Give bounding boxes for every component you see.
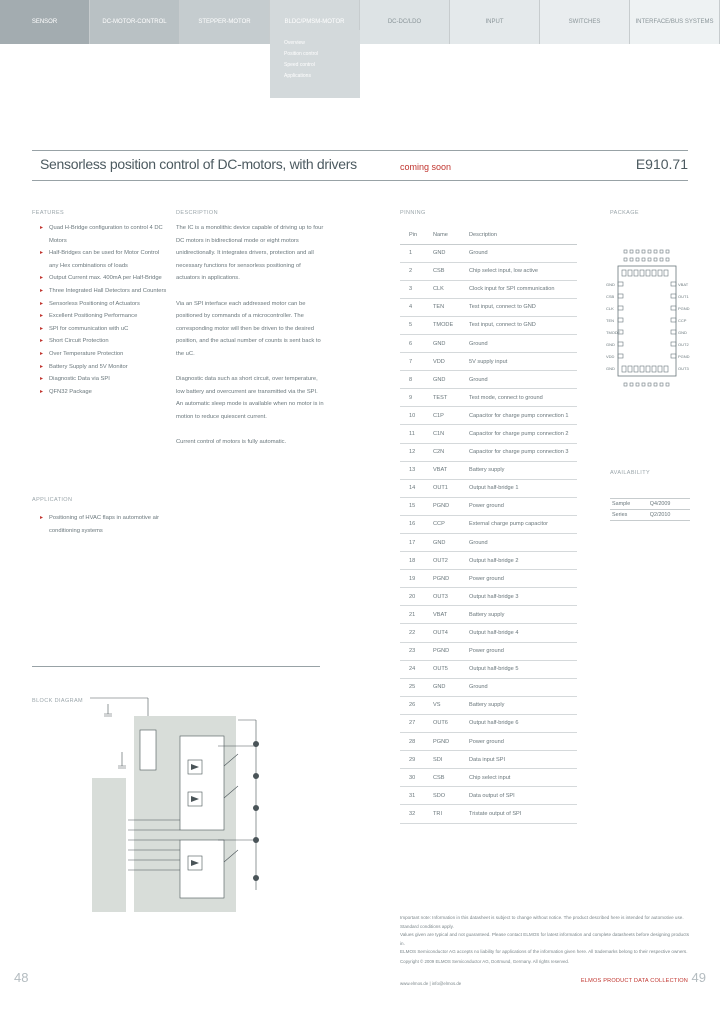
bullet-icon: ▸ xyxy=(40,338,44,345)
pin-description: Chip select input, low active xyxy=(460,262,577,280)
bullet-icon: ▸ xyxy=(40,275,44,282)
package-left-pin-label: GND xyxy=(606,282,615,287)
pin-name: SDI xyxy=(424,751,460,769)
package-left-pin-label: CSB xyxy=(606,294,615,299)
application-item xyxy=(40,512,170,537)
pin-description: 5V supply input xyxy=(460,353,577,371)
pin-number: 17 xyxy=(400,534,424,552)
block-diagram-heading: BLOCK DIAGRAM xyxy=(32,698,84,704)
table-row xyxy=(400,714,577,732)
pin-name: CSB xyxy=(424,262,460,280)
title-rule-top xyxy=(32,150,688,151)
table-row xyxy=(400,389,577,407)
pin-description: External charge pump capacitor xyxy=(460,515,577,533)
pin-number: 4 xyxy=(400,298,424,316)
application-list xyxy=(40,512,170,537)
pin-name: TMODE xyxy=(424,316,460,334)
package-left-pin-label: CLK xyxy=(606,306,614,311)
pin-number: 20 xyxy=(400,588,424,606)
top-navigation xyxy=(0,0,720,44)
table-row xyxy=(400,443,577,461)
table-row xyxy=(400,280,577,298)
pin-number: 13 xyxy=(400,461,424,479)
feature-item xyxy=(40,335,170,348)
availability-value: Q2/2010 xyxy=(648,510,690,521)
pin-number: 19 xyxy=(400,570,424,588)
feature-item xyxy=(40,386,170,399)
pin-description: Ground xyxy=(460,534,577,552)
bullet-icon: ▸ xyxy=(40,350,44,357)
package-left-pin-label: TMODE xyxy=(606,330,621,335)
table-row xyxy=(400,298,577,316)
pin-description: Power ground xyxy=(460,570,577,588)
table-row xyxy=(400,461,577,479)
pin-number: 15 xyxy=(400,497,424,515)
pin-number: 27 xyxy=(400,714,424,732)
pin-name: C1N xyxy=(424,425,460,443)
feature-item xyxy=(40,310,170,323)
pin-description: Test mode, connect to ground xyxy=(460,389,577,407)
table-row xyxy=(400,696,577,714)
pin-name: CLK xyxy=(424,280,460,298)
pin-number: 8 xyxy=(400,371,424,389)
page-number-right: 49 xyxy=(691,970,706,985)
bullet-icon: ▸ xyxy=(40,300,44,307)
table-row xyxy=(400,479,577,497)
block-diagram xyxy=(88,690,278,940)
subnav-item[interactable]: Overview xyxy=(284,40,305,46)
feature-item xyxy=(40,361,170,374)
feature-text: Over Temperature Protection xyxy=(49,350,124,357)
motor-icon xyxy=(253,805,259,811)
pin-name: GND xyxy=(424,334,460,352)
feature-text: Short Circuit Protection xyxy=(49,338,109,345)
feature-item xyxy=(40,285,170,298)
nav-tab-stepper-motor[interactable]: STEPPER-MOTOR xyxy=(180,0,270,44)
feature-item xyxy=(40,222,170,247)
pinning-heading: PINNING xyxy=(400,210,426,216)
pinning-table-body xyxy=(400,244,577,823)
package-right-pin-label: GND xyxy=(678,330,687,335)
pin-number: 6 xyxy=(400,334,424,352)
pin-name: GND xyxy=(424,244,460,262)
pin-number: 31 xyxy=(400,787,424,805)
pin-description: Capacitor for charge pump connection 1 xyxy=(460,407,577,425)
table-row xyxy=(400,407,577,425)
package-right-pins xyxy=(671,282,676,358)
pin-description: Output half-bridge 6 xyxy=(460,714,577,732)
table-row xyxy=(400,334,577,352)
pin-description: Output half-bridge 2 xyxy=(460,552,577,570)
nav-tab-dcdc[interactable]: DC-DC/LDO xyxy=(360,0,450,44)
pin-name: TRI xyxy=(424,805,460,823)
legal-note: ELMOS Semiconductor AG accepts no liability for applications of the information given here. All trademarks belong to their respective owners. xyxy=(400,949,688,954)
table-row xyxy=(400,552,577,570)
pin-name: OUT2 xyxy=(424,552,460,570)
feature-text: Quad H-Bridge configuration to control 4 DC Motors xyxy=(49,225,163,244)
bullet-icon: ▸ xyxy=(40,250,44,257)
pin-number: 29 xyxy=(400,751,424,769)
pin-number: 7 xyxy=(400,353,424,371)
pin-name: C1P xyxy=(424,407,460,425)
pin-description: Capacitor for charge pump connection 3 xyxy=(460,443,577,461)
pin-number: 9 xyxy=(400,389,424,407)
application-heading: APPLICATION xyxy=(32,497,73,503)
bottom-pin-pads xyxy=(624,383,669,386)
feature-text: Sensorless Positioning of Actuators xyxy=(49,300,140,307)
table-row xyxy=(400,371,577,389)
product-title: Sensorless position control of DC-motors, with drivers xyxy=(40,156,357,172)
table-row xyxy=(400,751,577,769)
pin-number: 30 xyxy=(400,769,424,787)
pin-name: VBAT xyxy=(424,461,460,479)
table-row xyxy=(400,534,577,552)
regulator-block xyxy=(140,730,156,770)
package-left-pin-label: TEN xyxy=(606,318,614,323)
pin-description: Output half-bridge 1 xyxy=(460,479,577,497)
feature-item xyxy=(40,298,170,311)
section-divider xyxy=(32,666,320,667)
table-row xyxy=(400,588,577,606)
pin-number: 23 xyxy=(400,642,424,660)
part-number: E910.71 xyxy=(635,156,688,172)
package-right-pin-label: OUT3 xyxy=(678,366,689,371)
qfn32-package-drawing xyxy=(604,238,694,398)
motor-icon xyxy=(253,875,259,881)
availability-row xyxy=(610,499,690,510)
feature-text: Diagnostic Data via SPI xyxy=(49,376,110,383)
title-rule-bottom xyxy=(32,180,688,181)
pin-name: PGND xyxy=(424,570,460,588)
column-header-name: Name xyxy=(424,226,460,244)
package-left-pin-label: GND xyxy=(606,342,615,347)
column-header-pin: Pin xyxy=(400,226,424,244)
features-heading: FEATURES xyxy=(32,210,65,216)
feature-text: Output Current max. 400mA per Half-Bridge xyxy=(49,275,162,282)
table-row xyxy=(400,515,577,533)
feature-item xyxy=(40,272,170,285)
feature-text: Excellent Positioning Performance xyxy=(49,313,138,320)
description-paragraph: The IC is a monolithic device capable of driving up to four DC motors in bidirectional mode or eight motors unidirectionally. It integrates drivers, protection and all necessary functions for sensorless positioning of actuators in applications. xyxy=(176,225,324,282)
bullet-icon: ▸ xyxy=(40,388,44,395)
pin-name: VBAT xyxy=(424,606,460,624)
pin-name: GND xyxy=(424,534,460,552)
bullet-icon: ▸ xyxy=(40,376,44,383)
brand-footer: ELMOS PRODUCT DATA COLLECTION xyxy=(580,978,688,984)
package-left-pin-label: VDD xyxy=(606,354,615,359)
motor-icon xyxy=(253,837,259,843)
pin-name: TEST xyxy=(424,389,460,407)
availability-heading: AVAILABILITY xyxy=(610,470,651,476)
table-row xyxy=(400,733,577,751)
pin-number: 25 xyxy=(400,678,424,696)
description-paragraph: Via an SPI interface each addressed motor can be positioned by commands of a microcontroller. The corresponding motor will then be driven to the desired position, and the actual number of counts is sent back to the uC. xyxy=(176,300,321,357)
pin-number: 12 xyxy=(400,443,424,461)
pin-number: 21 xyxy=(400,606,424,624)
nav-tab-dc-motor-control[interactable]: DC-MOTOR-CONTROL xyxy=(90,0,180,44)
description-body xyxy=(176,222,326,461)
features-list xyxy=(40,222,170,398)
subnav-item[interactable]: Applications xyxy=(284,73,311,79)
table-row xyxy=(400,787,577,805)
bullet-icon: ▸ xyxy=(40,363,44,370)
pin-name: SDO xyxy=(424,787,460,805)
pin-name: C2N xyxy=(424,443,460,461)
product-status: coming soon xyxy=(400,162,452,172)
bullet-icon: ▸ xyxy=(40,515,44,521)
table-row xyxy=(400,624,577,642)
table-row xyxy=(400,497,577,515)
bridge-block-upper xyxy=(180,736,224,830)
package-right-pin-label: OUT1 xyxy=(678,294,689,299)
description-paragraph: Current control of motors is fully automatic. xyxy=(176,439,287,446)
nav-tab-bldc-motor[interactable]: BLDC/PMSM-MOTOR xyxy=(270,0,360,44)
page-number-left: 48 xyxy=(14,970,29,985)
pin-description: Output half-bridge 3 xyxy=(460,588,577,606)
description-paragraph: Diagnostic data such as short circuit, over temperature, low battery and overcurrent are transmitted via the SPI. An automatic sleep mode is available when no motor is in motion to reduce quiescent current. xyxy=(176,376,324,420)
table-header-row xyxy=(400,226,577,244)
subnav-item[interactable]: Speed control xyxy=(284,62,315,68)
pin-description: Ground xyxy=(460,244,577,262)
availability-label: Sample xyxy=(610,499,648,510)
availability-table xyxy=(610,498,690,521)
package-body xyxy=(618,266,676,376)
top-pin-pads-row2 xyxy=(624,258,669,261)
package-top-pins xyxy=(622,270,668,276)
application-text: Positioning of HVAC flaps in automotive air conditioning systems xyxy=(49,515,160,534)
pin-name: PGND xyxy=(424,733,460,751)
copyright-text: Copyright © 2009 ELMOS Semiconductor AG, Dortmund, Germany. All rights reserved. xyxy=(400,959,570,964)
pin-description: Test input, connect to GND xyxy=(460,298,577,316)
package-bottom-pins xyxy=(622,366,668,372)
availability-value: Q4/2009 xyxy=(648,499,690,510)
table-row xyxy=(400,769,577,787)
pin-number: 5 xyxy=(400,316,424,334)
package-heading: PACKAGE xyxy=(610,210,639,216)
pin-description: Clock input for SPI communication xyxy=(460,280,577,298)
availability-row xyxy=(610,510,690,521)
column-header-description: Description xyxy=(460,226,577,244)
table-row xyxy=(400,353,577,371)
description-heading: DESCRIPTION xyxy=(176,210,218,216)
pin-number: 14 xyxy=(400,479,424,497)
feature-item xyxy=(40,247,170,272)
pin-name: VS xyxy=(424,696,460,714)
package-right-pin-label: VBAT xyxy=(678,282,689,287)
bullet-icon: ▸ xyxy=(40,287,44,294)
pin-number: 32 xyxy=(400,805,424,823)
table-row xyxy=(400,570,577,588)
bullet-icon: ▸ xyxy=(40,225,44,231)
table-row xyxy=(400,425,577,443)
feature-item xyxy=(40,348,170,361)
package-left-pins xyxy=(618,282,623,358)
pin-description: Test input, connect to GND xyxy=(460,316,577,334)
pin-name: PGND xyxy=(424,642,460,660)
feature-item xyxy=(40,323,170,336)
pin-number: 11 xyxy=(400,425,424,443)
pin-number: 24 xyxy=(400,660,424,678)
pin-description: Tristate output of SPI xyxy=(460,805,577,823)
table-row xyxy=(400,660,577,678)
table-row xyxy=(400,678,577,696)
pin-number: 2 xyxy=(400,262,424,280)
table-row xyxy=(400,642,577,660)
pin-number: 10 xyxy=(400,407,424,425)
pin-name: GND xyxy=(424,678,460,696)
pin-description: Output half-bridge 4 xyxy=(460,624,577,642)
pin-name: VDD xyxy=(424,353,460,371)
top-pin-pads xyxy=(624,250,669,253)
pin-description: Chip select input xyxy=(460,769,577,787)
capacitor-symbol xyxy=(118,752,126,768)
package-right-pin-label: CCP xyxy=(678,318,687,323)
pin-name: GND xyxy=(424,371,460,389)
package-right-pin-label: OUT2 xyxy=(678,342,689,347)
nav-tab-switches[interactable]: SWITCHES xyxy=(540,0,630,44)
availability-label: Series xyxy=(610,510,648,521)
feature-text: QFN32 Package xyxy=(49,388,92,395)
pin-description: Data input SPI xyxy=(460,751,577,769)
pin-description: Capacitor for charge pump connection 2 xyxy=(460,425,577,443)
legal-note: Values given are typical and not guaranteed. Please contact ELMOS for latest information and complete datasheets before designing products in. xyxy=(400,932,689,946)
pin-number: 1 xyxy=(400,244,424,262)
pin-description: Battery supply xyxy=(460,606,577,624)
pin-description: Battery supply xyxy=(460,461,577,479)
feature-text: Battery Supply and 5V Monitor xyxy=(49,363,128,370)
pin-name: OUT1 xyxy=(424,479,460,497)
feature-text: SPI for communication with uC xyxy=(49,325,129,332)
pin-name: OUT3 xyxy=(424,588,460,606)
pin-description: Power ground xyxy=(460,642,577,660)
motor-icon xyxy=(253,773,259,779)
table-row xyxy=(400,262,577,280)
legal-note: Important note: Information in this datasheet is subject to change without notice. The product described here is intended for automotive use. Standard conditions apply. xyxy=(400,915,684,929)
pin-description: Power ground xyxy=(460,733,577,751)
motor-icon xyxy=(253,741,259,747)
pin-number: 18 xyxy=(400,552,424,570)
pin-name: CSB xyxy=(424,769,460,787)
pin-number: 22 xyxy=(400,624,424,642)
pinning-table xyxy=(400,226,577,824)
pin-number: 16 xyxy=(400,515,424,533)
bullet-icon: ▸ xyxy=(40,325,44,332)
bullet-icon: ▸ xyxy=(40,313,44,320)
pin-name: OUT6 xyxy=(424,714,460,732)
capacitor-symbol xyxy=(104,704,112,716)
pin-name: PGND xyxy=(424,497,460,515)
package-right-pin-label: PGND xyxy=(678,354,690,359)
pin-description: Battery supply xyxy=(460,696,577,714)
feature-text: Half-Bridges can be used for Motor Control any Hex combinations of loads xyxy=(49,250,160,269)
nav-tab-sensor[interactable]: SENSOR xyxy=(0,0,90,44)
pin-number: 3 xyxy=(400,280,424,298)
pin-name: TEN xyxy=(424,298,460,316)
pin-description: Power ground xyxy=(460,497,577,515)
pin-number: 26 xyxy=(400,696,424,714)
table-row xyxy=(400,244,577,262)
pin-name: OUT4 xyxy=(424,624,460,642)
pin-description: Ground xyxy=(460,334,577,352)
microcontroller-block xyxy=(92,778,126,912)
feature-item xyxy=(40,373,170,386)
package-left-pin-label: GND xyxy=(606,366,615,371)
website-link[interactable]: www.elmos.de | info@elmos.de xyxy=(400,981,462,986)
pin-description: Data output of SPI xyxy=(460,787,577,805)
table-row xyxy=(400,606,577,624)
pin-description: Ground xyxy=(460,371,577,389)
pin-name: CCP xyxy=(424,515,460,533)
pin-description: Output half-bridge 5 xyxy=(460,660,577,678)
subnav-item[interactable]: Position control xyxy=(284,51,319,57)
pin-name: OUT5 xyxy=(424,660,460,678)
table-row xyxy=(400,316,577,334)
legal-notes xyxy=(400,914,690,957)
pin-description: Ground xyxy=(460,678,577,696)
nav-tab-interface[interactable]: INTERFACE/BUS SYSTEMS xyxy=(630,0,720,44)
pin-number: 28 xyxy=(400,733,424,751)
sub-navigation xyxy=(270,30,360,98)
table-row xyxy=(400,805,577,823)
nav-tab-input[interactable]: INPUT xyxy=(450,0,540,44)
feature-text: Three Integrated Hall Detectors and Counters xyxy=(49,287,167,294)
package-right-pin-label: PGND xyxy=(678,306,690,311)
